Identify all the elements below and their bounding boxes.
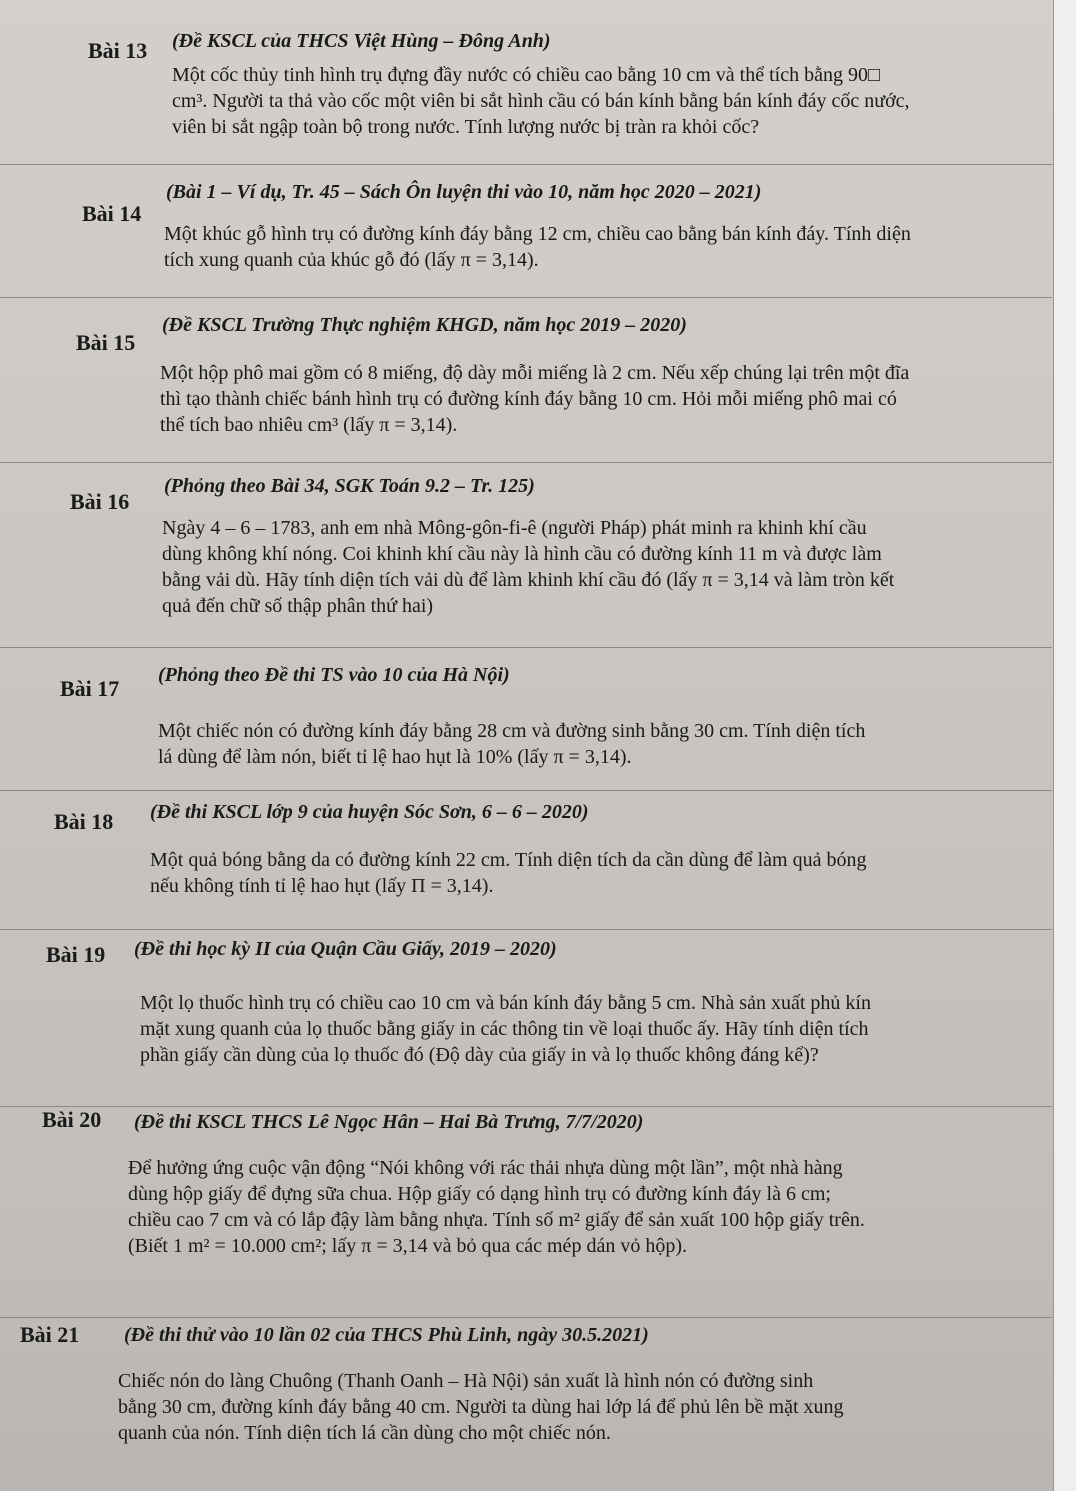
problem-line: dùng hộp giấy để đựng sữa chua. Hộp giấy có dạng hình trụ có đường kính đáy là 6 cm; [128,1183,831,1205]
problem-line: tích xung quanh của khúc gỗ đó (lấy π = 3,14). [164,249,539,271]
problem-line: lá dùng để làm nón, biết tỉ lệ hao hụt là 10% (lấy π = 3,14). [158,746,632,768]
problem-line: quanh của nón. Tính diện tích lá cần dùng cho một chiếc nón. [118,1422,611,1444]
problem-line: quả đến chữ số thập phân thứ hai) [162,595,434,617]
problem-source: (Phỏng theo Đề thi TS vào 10 của Hà Nội) [158,664,510,686]
problem-18 [0,791,1052,930]
problem-text [158,718,865,770]
problem-line: thể tích bao nhiêu cm³ (lấy π = 3,14). [160,414,458,436]
problem-line: bằng 30 cm, đường kính đáy bằng 40 cm. Người ta dùng hai lớp lá để phủ lên bề mặt xung [118,1396,844,1418]
problem-source: (Bài 1 – Ví dụ, Tr. 45 – Sách Ôn luyện thi vào 10, năm học 2020 – 2021) [166,181,762,203]
problem-source: (Đề thi thử vào 10 lần 02 của THCS Phù Linh, ngày 30.5.2021) [124,1324,649,1346]
problem-line: Một khúc gỗ hình trụ có đường kính đáy bằng 12 cm, chiều cao bằng bán kính đáy. Tính diện [164,223,911,245]
problem-source: (Phỏng theo Bài 34, SGK Toán 9.2 – Tr. 125) [164,475,535,497]
problem-text [172,62,910,140]
problem-text [150,847,866,899]
problem-line: Một lọ thuốc hình trụ có chiều cao 10 cm và bán kính đáy bằng 5 cm. Nhà sản xuất phủ kín [140,992,871,1014]
problem-line: Một quả bóng bằng da có đường kính 22 cm. Tính diện tích da cần dùng để làm quả bóng [150,849,867,871]
problem-label: Bài 14 [82,201,142,226]
problem-13 [0,0,1052,165]
problem-text [140,990,871,1068]
problem-17 [0,648,1052,791]
problem-label: Bài 16 [70,489,130,514]
problem-line: viên bi sắt ngập toàn bộ trong nước. Tính lượng nước bị tràn ra khỏi cốc? [172,116,760,138]
problem-source: (Đề thi học kỳ II của Quận Cầu Giấy, 2019 – 2020) [134,938,557,960]
problem-line: (Biết 1 m² = 10.000 cm²; lấy π = 3,14 và bỏ qua các mép dán vỏ hộp). [128,1235,687,1257]
problem-text [160,360,909,438]
problem-label: Bài 21 [20,1322,80,1347]
problem-line: Chiếc nón do làng Chuông (Thanh Oanh – Hà Nội) sản xuất là hình nón có đường sinh [118,1370,814,1392]
problem-line: Một hộp phô mai gồm có 8 miếng, độ dày mỗi miếng là 2 cm. Nếu xếp chúng lại trên một đĩa [160,362,910,384]
problem-text [164,221,911,273]
problem-line: dùng không khí nóng. Coi khinh khí cầu này là hình cầu có đường kính 11 m và được làm [162,543,882,565]
problem-line: cm³. Người ta thả vào cốc một viên bi sắt hình cầu có bán kính bằng bán kính đáy cốc nước, [172,90,910,112]
problem-label: Bài 19 [46,942,106,967]
problem-14 [0,165,1052,298]
problem-label: Bài 15 [76,330,136,355]
problem-text [118,1368,844,1446]
problem-label: Bài 18 [54,809,114,834]
problem-21 [0,1318,1040,1470]
problem-line: mặt xung quanh của lọ thuốc bằng giấy in các thông tin về loại thuốc ấy. Hãy tính diện tích [140,1018,869,1040]
problem-line: thì tạo thành chiếc bánh hình trụ có đường kính đáy bằng 10 cm. Hỏi mỗi miếng phô mai có [160,388,897,410]
problem-15 [0,298,1052,463]
problem-label: Bài 13 [88,38,148,63]
problem-line: bằng vải dù. Hãy tính diện tích vải dù để làm khinh khí cầu đó (lấy π = 3,14 và làm tròn kết [162,569,895,591]
problem-text [128,1155,865,1259]
problem-line: phần giấy cần dùng của lọ thuốc đó (Độ dày của giấy in và lọ thuốc không đáng kể)? [140,1044,819,1066]
problem-source: (Đề KSCL Trường Thực nghiệm KHGD, năm học 2019 – 2020) [162,314,687,336]
problem-source: (Đề KSCL của THCS Việt Hùng – Đông Anh) [172,30,551,52]
problem-line: chiều cao 7 cm và có lắp đậy làm bằng nhựa. Tính số m² giấy để sản xuất 100 hộp giấy trên. [128,1209,865,1231]
page-right-edge [1053,0,1076,1491]
problem-line: nếu không tính tỉ lệ hao hụt (lấy Π = 3,14). [150,875,494,897]
problem-20 [0,1107,1052,1318]
problem-text [162,515,894,619]
problem-line: Một chiếc nón có đường kính đáy bằng 28 cm và đường sinh bằng 30 cm. Tính diện tích [158,720,866,742]
problem-line: Để hưởng ứng cuộc vận động “Nói không với rác thải nhựa dùng một lần”, một nhà hàng [128,1157,843,1179]
problem-source: (Đề thi KSCL THCS Lê Ngọc Hân – Hai Bà Trưng, 7/7/2020) [134,1111,644,1133]
problem-19 [0,930,1052,1107]
problem-source: (Đề thi KSCL lớp 9 của huyện Sóc Sơn, 6 – 6 – 2020) [150,801,589,823]
problem-label: Bài 17 [60,676,120,701]
problem-label: Bài 20 [42,1107,102,1132]
problem-line: Một cốc thủy tinh hình trụ đựng đầy nước có chiều cao bằng 10 cm và thể tích bằng 90□ [172,64,881,86]
page-bottom-shadow [0,1470,1040,1491]
problem-16 [0,463,1052,648]
problem-line: Ngày 4 – 6 – 1783, anh em nhà Mông-gôn-fi-ê (người Pháp) phát minh ra khinh khí cầu [162,517,867,539]
